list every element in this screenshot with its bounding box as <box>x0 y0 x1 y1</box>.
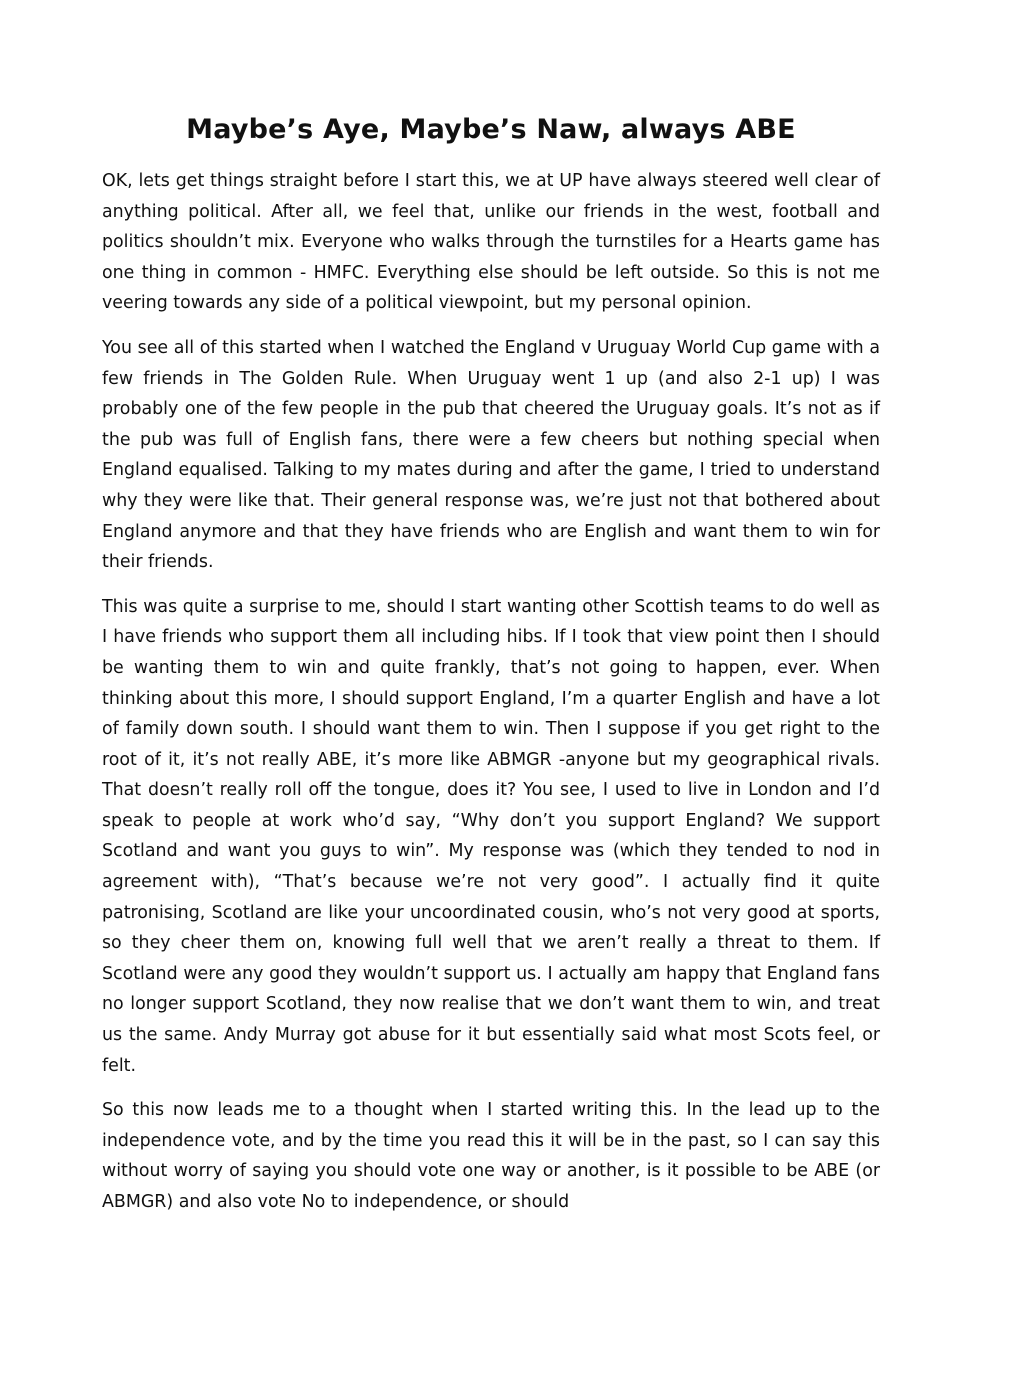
paragraph-world-cup: You see all of this started when I watched the England v Uruguay World Cup game with a few friends in The Golden Rule. When Uruguay went 1 up (and also 2-1 up) I was probably one of the few people in the pub that cheered the Uruguay goals. It’s not as if the pub was full of English fans, there were a few cheers but nothing special when England equalised. Talking to my mates during and after the game, I tried to understand why they were like that. Their general response was, we’re just not that bothered about England anymore and that they have friends who are English and want them to win for their friends. <box>102 337 880 573</box>
article-title: Maybe’s Aye, Maybe’s Naw, always ABE <box>186 114 796 145</box>
paragraph-independence: So this now leads me to a thought when I started writing this. In the lead up to the independence vote, and by the time you read this it will be in the past, so I can say this without worry of saying you should vote one way or another, is it possible to be ABE (or ABMGR) and also vote No to independence, or should <box>102 1100 880 1212</box>
article <box>102 108 880 1232</box>
paragraph-intro: OK, lets get things straight before I start this, we at UP have always steered well clear of anything political. After all, we feel that, unlike our friends in the west, football and politics shouldn’t mix. Everyone who walks through the turnstiles for a Hearts game has one thing in common - HMFC. Everything else should be left outside. So this is not me veering towards any side of a political viewpoint, but my personal opinion. <box>102 171 880 314</box>
paragraph-abmgr: This was quite a surprise to me, should I start wanting other Scottish teams to do well as I have friends who support them all including hibs. If I took that view point then I should be wanting them to win and quite frankly, that’s not going to happen, ever. When thinking about this more, I should support England, I’m a quarter English and have a lot of family down south. I should want them to win. Then I suppose if you get right to the root of it, it’s not really ABE, it’s more like ABMGR -anyone but my geographical rivals. That doesn’t really roll off the tongue, does it? You see, I used to live in London and I’d speak to people at work who’d say, “Why don’t you support England? We support Scotland and want you guys to win”. My response was (which they tended to nod in agreement with), “That’s because we’re not very good”. I actually find it quite patronising, Scotland are like your uncoordinated cousin, who’s not very good at sports, so they cheer them on, knowing full well that we aren’t really a threat to them. If Scotland were any good they wouldn’t support us. I actually am happy that England fans no longer support Scotland, they now realise that we don’t want them to win, and treat us the same. Andy Murray got abuse for it but essentially said what most Scots feel, or felt. <box>102 596 880 1076</box>
